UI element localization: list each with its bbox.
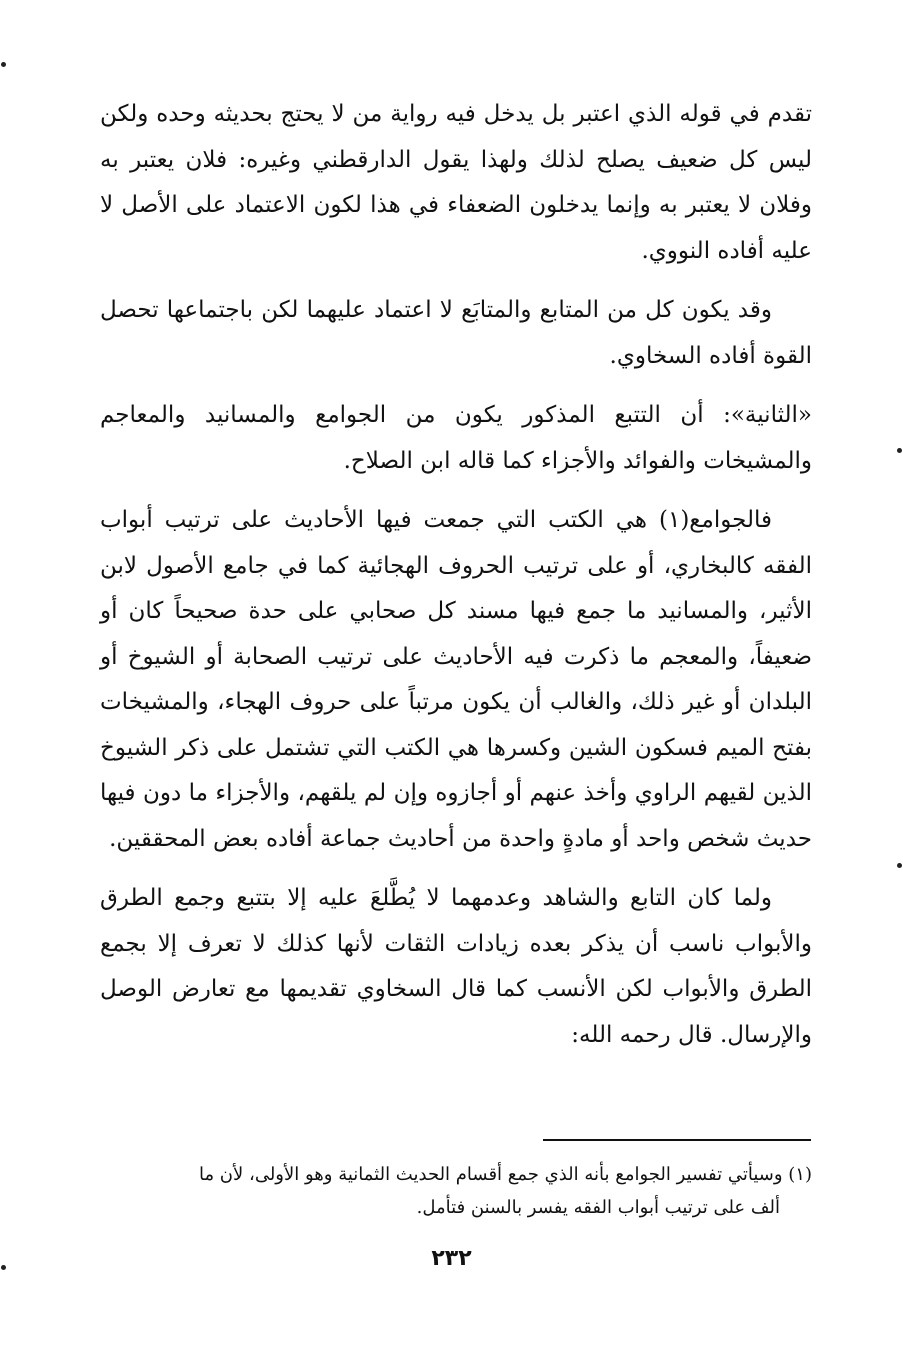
paragraph-1: تقدم في قوله الذي اعتبر بل يدخل فيه رواية من لا يحتج بحديثه وحده ولكن ليس كل ضعيف يصلح لذلك ولهذا يقول الدارقطني وغيره: فلان يعتبر به وفلان لا يعتبر به وإنما يدخلون الضعفاء في هذا لكون الاعتماد على الأصل لا عليه أفاده النووي. [100, 101, 812, 264]
scan-mark [897, 448, 902, 453]
page-number: ٢٣٢ [431, 1246, 472, 1271]
paragraph-4: فالجوامع(١) هي الكتب التي جمعت فيها الأحاديث على ترتيب أبواب الفقه كالبخاري، أو على ترتيب الحروف الهجائية كما في جامع الأصول لابن الأثير، والمسانيد ما جمع فيها مسند كل صحابي على حدة صحيحاً كان أو ضعيفاً، والمعجم ما ذكرت فيه الأحاديث على ترتيب الصحابة أو الشيوخ أو البلدان أو غير ذلك، والغالب أن يكون مرتباً على حروف الهجاء، والمشيخات بفتح الميم فسكون الشين وكسرها هي الكتب التي تشتمل على ذكر الشيوخ الذين لقيهم الراوي وأخذ عنهم أو أجازوه وإن لم يلقهم، والأجزاء ما دون فيها حديث شخص واحد أو مادةٍ واحدة من أحاديث جماعة أفاده بعض المحققين. [100, 507, 812, 852]
scan-mark [897, 863, 902, 868]
paragraph-3: «الثانية»: أن التتبع المذكور يكون من الجوامع والمسانيد والمعاجم والمشيخات والفوائد والأجزاء كما قاله ابن الصلاح. [100, 402, 812, 474]
paragraph-2: وقد يكون كل من المتابع والمتابَع لا اعتماد عليهما لكن باجتماعها تحصل القوة أفاده السخاوي. [100, 297, 812, 369]
paragraph-5: ولما كان التابع والشاهد وعدمهما لا يُطَّلعَ عليه إلا بتتبع وجمع الطرق والأبواب ناسب أن يذكر بعده زيادات الثقات لأنها كذلك لا تعرف إلا بجمع الطرق والأبواب لكن الأنسب كما قال السخاوي تقديمها مع تعارض الوصل والإرسال. قال رحمه الله: [100, 885, 812, 1048]
main-text [100, 92, 812, 1072]
footnote-line-1: (١) وسيأتي تفسير الجوامع بأنه الذي جمع أقسام الحديث الثمانية وهو الأولى، لأن ما [198, 1164, 812, 1185]
footnote-divider [543, 1139, 811, 1141]
scan-mark [1, 62, 6, 67]
scan-mark [1, 1265, 6, 1270]
footnote [100, 1158, 812, 1224]
footnote-line-2: ألف على ترتيب أبواب الفقه يفسر بالسنن فتأمل. [416, 1197, 780, 1218]
